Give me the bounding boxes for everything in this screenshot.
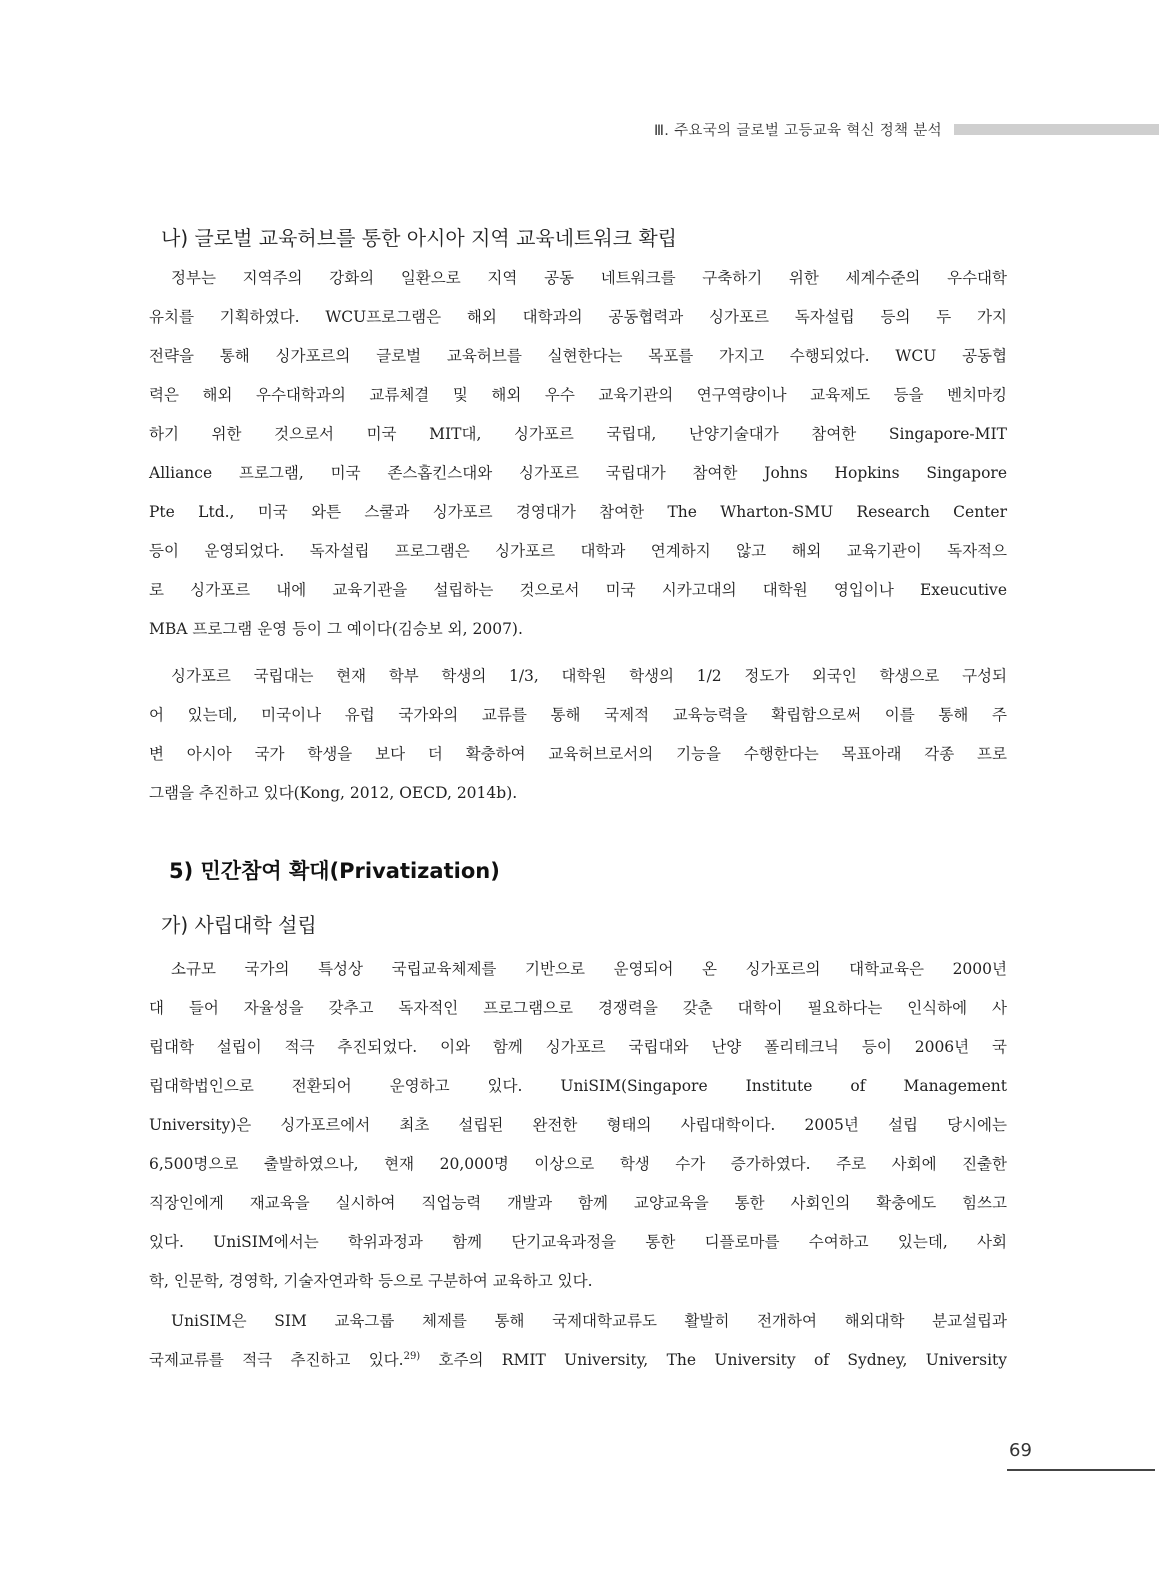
text-line: 변 아시아 국가 학생을 보다 더 확충하여 교육허브로서의 기능을 수행한다는 목표아래 각종 프로 [149, 745, 1007, 763]
text-segment: 호주의 RMIT University, The University of Sydney, University [420, 1351, 1008, 1369]
subsection-heading-ga: 가) 사립대학 설립 [161, 913, 317, 937]
text-line [149, 1341, 1007, 1380]
running-header [600, 117, 1159, 141]
text-line: 대 들어 자율성을 갖추고 독자적인 프로그램으로 경쟁력을 갖춘 대학이 필요하다는 인식하에 사 [149, 999, 1007, 1017]
paragraph-ga-2 [149, 1302, 1007, 1380]
text-line: 력은 해외 우수대학과의 교류체결 및 해외 우수 교육기관의 연구역량이나 교육제도 등을 벤치마킹 [149, 386, 1007, 404]
text-line: 학, 인문학, 경영학, 기술자연과학 등으로 구분하여 교육하고 있다. [149, 1272, 593, 1290]
page-number: 69 [1009, 1440, 1032, 1461]
text-segment: 국제교류를 적극 추진하고 있다. [149, 1351, 404, 1369]
text-line: 직장인에게 재교육을 실시하여 직업능력 개발과 함께 교양교육을 통한 사회인의 확충에도 힘쓰고 [149, 1194, 1007, 1212]
page-number-rule [1007, 1469, 1155, 1471]
text-line: UniSIM은 SIM 교육그룹 체제를 통해 국제대학교류도 활발히 전개하여 해외대학 분교설립과 [171, 1312, 1007, 1330]
text-line: MBA 프로그램 운영 등이 그 예이다(김승보 외, 2007). [149, 620, 523, 638]
text-line: 소규모 국가의 특성상 국립교육체제를 기반으로 운영되어 온 싱가포르의 대학교육은 2000년 [171, 960, 1007, 978]
text-line: 전략을 통해 싱가포르의 글로벌 교육허브를 실현한다는 목포를 가지고 수행되었다. WCU 공동협 [149, 347, 1007, 365]
text-line: 하기 위한 것으로서 미국 MIT대, 싱가포르 국립대, 난양기술대가 참여한 Singapore-MIT [149, 425, 1007, 443]
text-line: 그램을 추진하고 있다(Kong, 2012, OECD, 2014b). [149, 784, 518, 802]
text-line: 6,500명으로 출발하였으나, 현재 20,000명 이상으로 학생 수가 증가하였다. 주로 사회에 진출한 [149, 1155, 1007, 1173]
text-line: 어 있는데, 미국이나 유럽 국가와의 교류를 통해 국제적 교육능력을 확립함으로써 이를 통해 주 [149, 706, 1007, 724]
text-line: 정부는 지역주의 강화의 일환으로 지역 공동 네트워크를 구축하기 위한 세계수준의 우수대학 [171, 269, 1007, 287]
text-line: 유치를 기획하였다. WCU프로그램은 해외 대학과의 공동협력과 싱가포르 독자설립 등의 두 가지 [149, 308, 1007, 326]
subsection-heading-na: 나) 글로벌 교육허브를 통한 아시아 지역 교육네트워크 확립 [161, 226, 677, 250]
paragraph-na-2 [149, 657, 1007, 813]
text-line: 등이 운영되었다. 독자설립 프로그램은 싱가포르 대학과 연계하지 않고 해외 교육기관이 독자적으 [149, 542, 1007, 560]
paragraph-ga-1 [149, 950, 1007, 1301]
text-line: 립대학법인으로 전환되어 운영하고 있다. UniSIM(Singapore Institute of Management [149, 1077, 1007, 1095]
footnote-reference[interactable]: 29) [403, 1350, 421, 1362]
text-line: 있다. UniSIM에서는 학위과정과 함께 단기교육과정을 통한 디플로마를 수여하고 있는데, 사회 [149, 1233, 1007, 1251]
text-line: Alliance 프로그램, 미국 존스홉킨스대와 싱가포르 국립대가 참여한 Johns Hopkins Singapore [149, 464, 1007, 482]
section-heading-5: 5) 민간참여 확대(Privatization) [169, 859, 500, 883]
text-line: 싱가포르 국립대는 현재 학부 학생의 1/3, 대학원 학생의 1/2 정도가 외국인 학생으로 구성되 [171, 667, 1007, 685]
running-header-bar [954, 124, 1159, 135]
text-line: 립대학 설립이 적극 추진되었다. 이와 함께 싱가포르 국립대와 난양 폴리테크닉 등이 2006년 국 [149, 1038, 1007, 1056]
text-line: University)은 싱가포르에서 최초 설립된 완전한 형태의 사립대학이다. 2005년 설립 당시에는 [149, 1116, 1007, 1134]
paragraph-na-1 [149, 259, 1007, 649]
text-line: 로 싱가포르 내에 교육기관을 설립하는 것으로서 미국 시카고대의 대학원 영입이나 Exeucutive [149, 581, 1007, 599]
running-header-title: Ⅲ. 주요국의 글로벌 고등교육 혁신 정책 분석 [654, 122, 942, 139]
text-line: Pte Ltd., 미국 와튼 스쿨과 싱가포르 경영대가 참여한 The Wharton-SMU Research Center [149, 503, 1007, 521]
